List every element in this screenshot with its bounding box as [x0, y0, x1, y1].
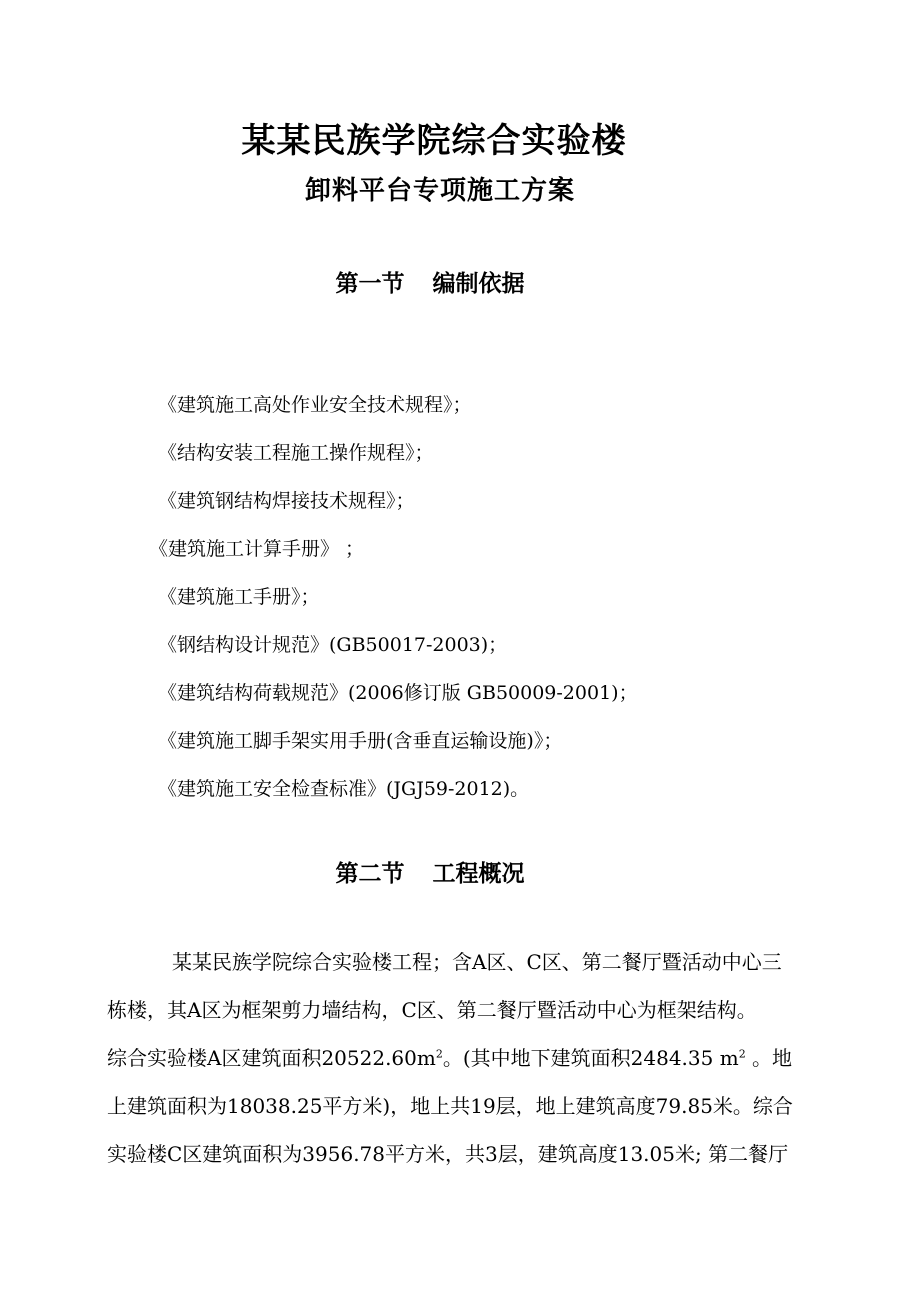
- section-2-heading: [0, 855, 890, 888]
- paragraph-line: 上建筑面积为18038.25平方米)，地上共19层，地上建筑高度79.85米。综合: [107, 1094, 793, 1118]
- reference-item: 《建筑施工脚手架实用手册(含垂直运输设施)》；: [158, 730, 563, 752]
- project-overview-paragraph: [107, 938, 824, 1178]
- reference-item: 《结构安装工程施工操作规程》；: [158, 442, 434, 464]
- reference-item: 《建筑钢结构焊接技术规程》；: [158, 490, 415, 512]
- reference-item: 《建筑施工计算手册》 ；: [149, 538, 365, 560]
- document-title: 某某民族学院综合实验楼: [241, 121, 627, 161]
- paragraph-line: 栋楼，其A区为框架剪力墙结构，C区、第二餐厅暨活动中心为框架结构。: [107, 998, 757, 1022]
- section-2-number: 第二节: [335, 860, 405, 887]
- paragraph-line: 某某民族学院综合实验楼工程；含A区、C区、第二餐厅暨活动中心三: [172, 950, 782, 974]
- section-1-heading: [0, 265, 890, 298]
- paragraph-line: 实验楼C区建筑面积为3956.78平方米，共3层，建筑高度13.05米; 第二餐厅: [107, 1142, 789, 1166]
- section-2-title: 工程概况: [432, 860, 525, 887]
- document-subtitle: 卸料平台专项施工方案: [304, 176, 575, 206]
- section-1-title: 编制依据: [432, 270, 525, 297]
- reference-item: 《建筑施工安全检查标准》(JGJ59-2012)。: [158, 778, 530, 800]
- section-1-number: 第一节: [335, 270, 405, 297]
- reference-item: 《建筑结构荷载规范》(2006修订版 GB50009-2001)；: [158, 682, 638, 704]
- reference-item: 《建筑施工高处作业安全技术规程》；: [158, 394, 472, 416]
- reference-item: 《钢结构设计规范》(GB50017-2003)；: [158, 634, 508, 656]
- paragraph-line: 综合实验楼A区建筑面积$20522.60m^2$。(其中地下建筑面积2484.35 $m^2$ 。地: [107, 1046, 793, 1070]
- reference-item: 《建筑施工手册》；: [158, 586, 320, 608]
